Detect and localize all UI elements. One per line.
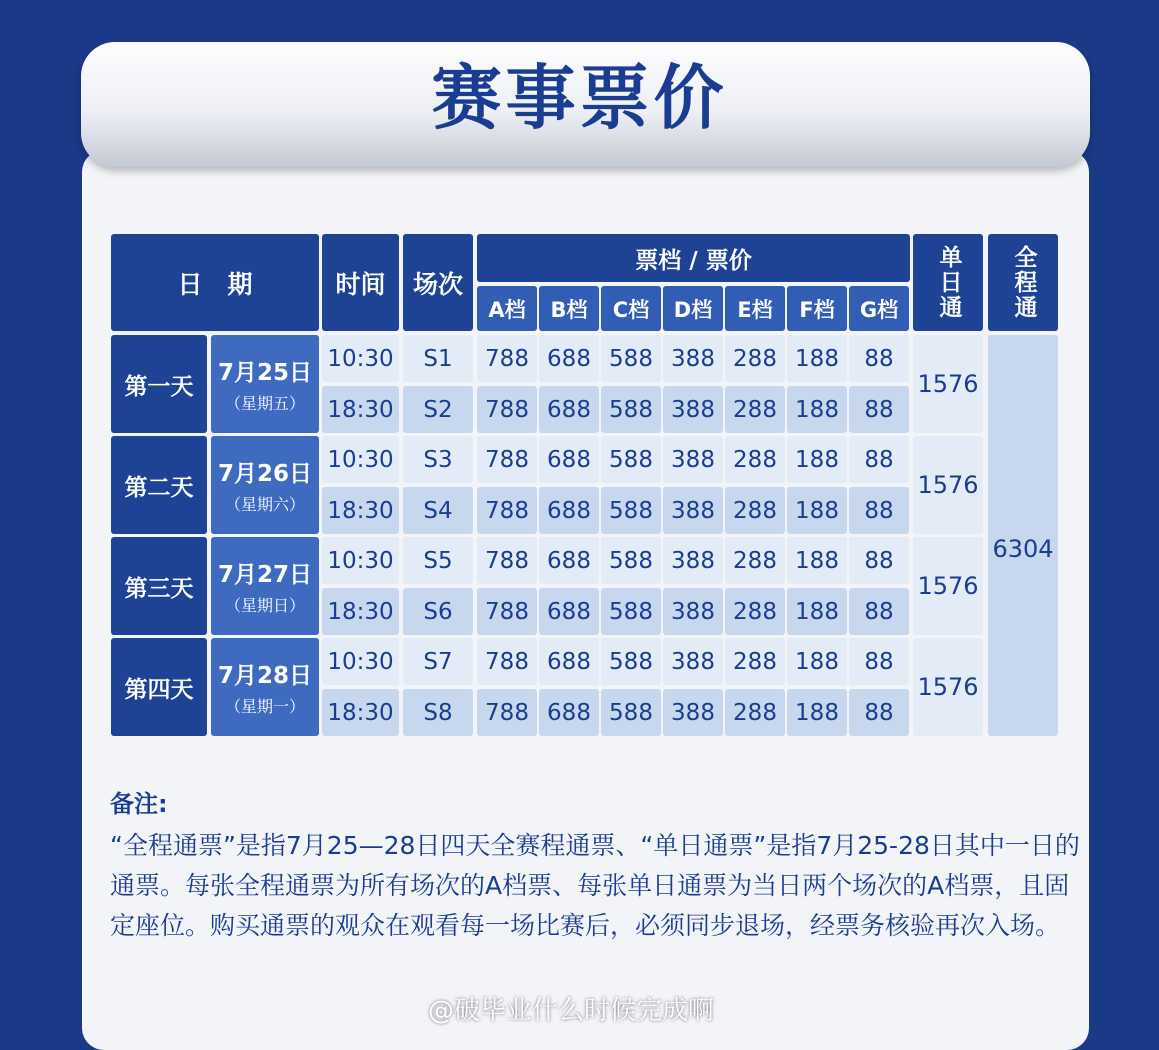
single-day-price: 1576 <box>913 436 983 534</box>
single-day-price: 1576 <box>913 537 983 635</box>
day-date <box>211 436 319 534</box>
price-cell: 788 <box>477 487 537 534</box>
price-cell: 388 <box>663 487 723 534</box>
weekday-text: （星期五） <box>224 394 305 413</box>
day-date <box>211 638 319 736</box>
time-cell: 18:30 <box>322 588 399 635</box>
session-cell: S7 <box>403 638 473 685</box>
day-label: 第四天 <box>111 638 207 736</box>
price-cell: 288 <box>725 386 785 433</box>
price-cell: 288 <box>725 335 785 382</box>
tier-header: G档 <box>849 286 909 331</box>
notes-title: 备注: <box>110 790 168 818</box>
session-cell: S5 <box>403 537 473 584</box>
date-text: 7月27日 <box>217 562 312 588</box>
weekday-text: （星期六） <box>224 495 305 514</box>
price-cell: 388 <box>663 335 723 382</box>
price-cell: 188 <box>787 588 847 635</box>
price-cell: 388 <box>663 689 723 736</box>
price-cell: 188 <box>787 335 847 382</box>
price-cell: 588 <box>601 487 661 534</box>
session-cell: S1 <box>403 335 473 382</box>
price-cell: 788 <box>477 537 537 584</box>
price-cell: 688 <box>539 335 599 382</box>
price-cell: 288 <box>725 689 785 736</box>
header-single: 单日通 <box>913 234 983 331</box>
day-date <box>211 537 319 635</box>
session-cell: S2 <box>403 386 473 433</box>
time-cell: 18:30 <box>322 487 399 534</box>
day-label: 第一天 <box>111 335 207 433</box>
notes-body: “全程通票”是指7月25—28日四天全赛程通票、“单日通票”是指7月25-28日其中一日的通票。每张全程通票为所有场次的A档票、每张单日通票为当日两个场次的A档票，且固定座位。购买通票的观众在观看每一场比赛后，必须同步退场，经票务核验再次入场。 <box>110 831 1080 940</box>
date-text: 7月25日 <box>217 360 312 386</box>
price-cell: 88 <box>849 638 909 685</box>
session-cell: S8 <box>403 689 473 736</box>
page-title: 赛事票价 <box>431 57 728 139</box>
session-cell: S3 <box>403 436 473 483</box>
price-cell: 588 <box>601 638 661 685</box>
tier-header: A档 <box>477 286 537 331</box>
header-time: 时间 <box>322 234 399 331</box>
header-tiers: 票档 / 票价 <box>477 234 910 282</box>
price-cell: 388 <box>663 537 723 584</box>
price-cell: 688 <box>539 638 599 685</box>
price-cell: 388 <box>663 638 723 685</box>
price-cell: 188 <box>787 487 847 534</box>
price-cell: 388 <box>663 436 723 483</box>
price-cell: 788 <box>477 436 537 483</box>
price-cell: 788 <box>477 335 537 382</box>
price-cell: 188 <box>787 436 847 483</box>
time-cell: 10:30 <box>322 335 399 382</box>
price-cell: 688 <box>539 689 599 736</box>
price-cell: 588 <box>601 335 661 382</box>
price-cell: 188 <box>787 638 847 685</box>
price-cell: 388 <box>663 588 723 635</box>
tier-header: F档 <box>787 286 847 331</box>
price-cell: 688 <box>539 537 599 584</box>
price-cell: 88 <box>849 689 909 736</box>
price-cell: 288 <box>725 588 785 635</box>
price-cell: 688 <box>539 386 599 433</box>
price-cell: 688 <box>539 436 599 483</box>
time-cell: 18:30 <box>322 689 399 736</box>
price-cell: 788 <box>477 689 537 736</box>
time-cell: 10:30 <box>322 638 399 685</box>
price-cell: 388 <box>663 386 723 433</box>
price-cell: 88 <box>849 436 909 483</box>
header-date: 日 期 <box>111 234 319 331</box>
price-cell: 88 <box>849 588 909 635</box>
price-cell: 188 <box>787 537 847 584</box>
price-cell: 688 <box>539 487 599 534</box>
price-cell: 588 <box>601 588 661 635</box>
price-cell: 288 <box>725 436 785 483</box>
price-cell: 788 <box>477 386 537 433</box>
time-cell: 10:30 <box>322 537 399 584</box>
header-full: 全程通 <box>988 234 1058 331</box>
price-cell: 88 <box>849 537 909 584</box>
price-cell: 88 <box>849 335 909 382</box>
header-session: 场次 <box>403 234 473 331</box>
price-cell: 88 <box>849 487 909 534</box>
price-cell: 288 <box>725 537 785 584</box>
price-cell: 288 <box>725 638 785 685</box>
time-cell: 10:30 <box>322 436 399 483</box>
day-label: 第二天 <box>111 436 207 534</box>
full-pass-price: 6304 <box>988 335 1058 736</box>
price-cell: 788 <box>477 588 537 635</box>
price-cell: 88 <box>849 386 909 433</box>
weekday-text: （星期日） <box>224 596 305 615</box>
single-day-price: 1576 <box>913 638 983 736</box>
price-cell: 188 <box>787 689 847 736</box>
day-date <box>211 335 319 433</box>
tier-header: B档 <box>539 286 599 331</box>
price-cell: 588 <box>601 689 661 736</box>
price-cell: 588 <box>601 386 661 433</box>
single-day-price: 1576 <box>913 335 983 433</box>
price-cell: 788 <box>477 638 537 685</box>
price-cell: 688 <box>539 588 599 635</box>
price-cell: 288 <box>725 487 785 534</box>
price-cell: 588 <box>601 537 661 584</box>
weekday-text: （星期一） <box>224 697 305 716</box>
price-cell: 188 <box>787 386 847 433</box>
watermark: @破毕业什么时候完成啊 <box>428 996 715 1026</box>
date-text: 7月28日 <box>217 663 312 689</box>
session-cell: S6 <box>403 588 473 635</box>
tier-header: E档 <box>725 286 785 331</box>
session-cell: S4 <box>403 487 473 534</box>
time-cell: 18:30 <box>322 386 399 433</box>
price-cell: 588 <box>601 436 661 483</box>
tier-header: D档 <box>663 286 723 331</box>
date-text: 7月26日 <box>217 461 312 487</box>
day-label: 第三天 <box>111 537 207 635</box>
tier-header: C档 <box>601 286 661 331</box>
